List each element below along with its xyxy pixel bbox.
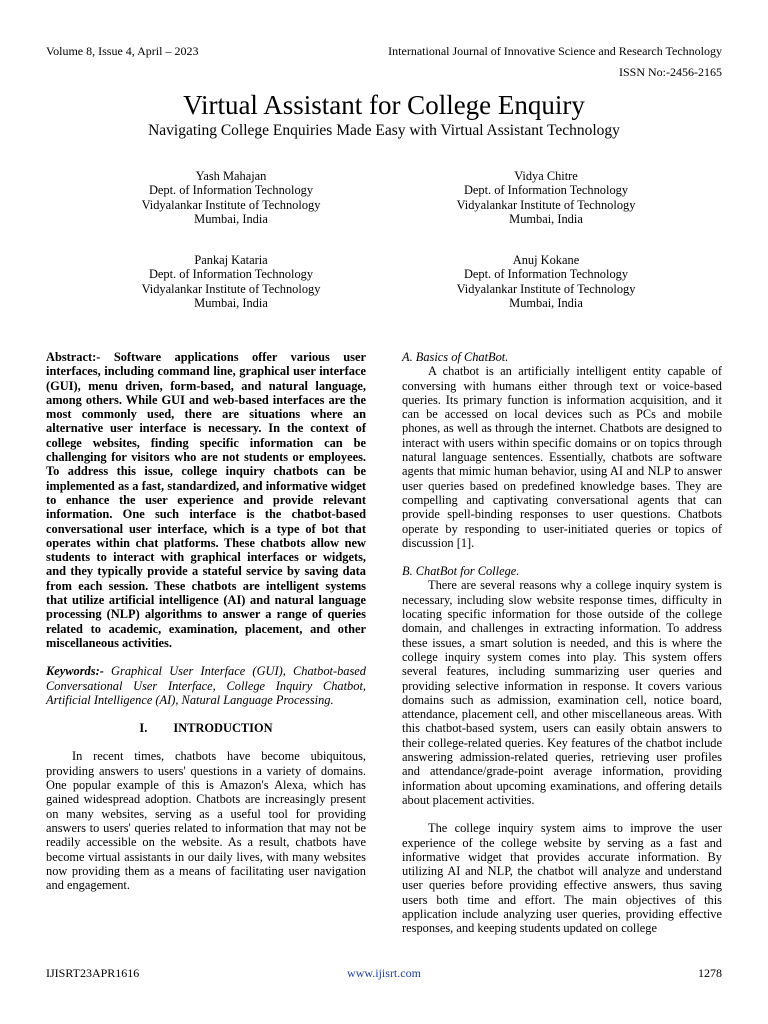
chatbot-basics-paragraph: A chatbot is an artificially intelligent entity capable of conversing with humans either through text or voice-based queries. Its primary function is information acquisition, and it can be accessed on local devices such as PCs and mobile phones, as well as through the internet. Chatbots are designed to interact with users within specific domains or on topics through natural language sentences. Essentially, chatbots are software agents that mimic human behavior, using AI and NLP to answer user queries based on predefined knowledge bases. They are compelling and captivating conversational agents that can provide spell-binding responses to user questions. Chatbots operate by responding to user-initiated queries or topics of discussion [1]. xyxy=(402,364,722,550)
paper-subtitle: Navigating College Enquiries Made Easy with Virtual Assistant Technology xyxy=(148,122,620,139)
author-institute: Vidyalankar Institute of Technology xyxy=(456,281,636,296)
author-location: Mumbai, India xyxy=(509,295,583,310)
college-chatbot-paragraph: There are several reasons why a college inquiry system is necessary, including slow website response times, difficulty in locating specific information for those outside of the college domain, and challenges in extracting information. To address these issues, a smart solution is needed, and this is where the college inquiry system comes into play. This system offers several features, including summarizing user queries and providing selective information in response. It covers various domains such as admission, examination cell, notice board, attendance, placement cell, and other miscellaneous areas. With this chatbot-based system, users can easily obtain answers to their college-related queries. Key features of the chatbot include answering admission-related queries, retrieving user profiles and attendance/grade-point average information, providing information about upcoming examinations, and offering details about placement activities. xyxy=(402,578,722,807)
objectives-paragraph: The college inquiry system aims to improve the user experience of the college website by serving as a fast and informative widget that provides accurate information. By utilizing AI and NLP, the chatbot will analyze and understand user queries before providing effective answers, thus saving users both time and effort. The main objectives of this application include analyzing user queries, providing effective responses, and keeping students updated on college xyxy=(402,821,722,936)
author-block xyxy=(101,253,361,310)
subsection-heading: A. Basics of ChatBot. xyxy=(402,350,509,364)
author-block xyxy=(416,169,676,226)
keywords xyxy=(46,664,366,707)
author-name: Pankaj Kataria xyxy=(194,253,268,267)
right-column xyxy=(402,350,722,936)
author-name: Anuj Kokane xyxy=(512,253,580,267)
author-name: Vidya Chitre xyxy=(514,169,578,183)
keywords-text: Graphical User Interface (GUI), Chatbot-based Conversational User Interface, College Inquiry Chatbot, Artificial Intelligence (AI), Natural Language Processing. xyxy=(46,664,366,707)
author-location: Mumbai, India xyxy=(194,211,268,226)
author-dept: Dept. of Information Technology xyxy=(463,267,629,282)
author-location: Mumbai, India xyxy=(509,211,583,226)
author-dept: Dept. of Information Technology xyxy=(148,267,314,282)
author-dept: Dept. of Information Technology xyxy=(463,183,629,198)
author-institute: Vidyalankar Institute of Technology xyxy=(456,197,636,212)
volume-issue: Volume 8, Issue 4, April – 2023 xyxy=(46,44,199,58)
section-heading xyxy=(46,721,366,735)
author-block xyxy=(101,169,361,226)
section-number: I. xyxy=(139,721,148,736)
author-name: Yash Mahajan xyxy=(195,169,267,183)
paper-code: IJISRT23APR1616 xyxy=(46,966,140,980)
journal-website-link[interactable]: www.ijisrt.com xyxy=(347,966,421,980)
section-title: INTRODUCTION xyxy=(173,721,273,736)
abstract-text: Software applications offer various user interfaces, including command line, graphical user interface (GUI), menu driven, form-based, and natural language, among others. While GUI and web-based interfaces are the most commonly used, there are situations where an alternative user interface is necessary. In the context of college websites, finding specific information can be challenging for visitors who are not students or employees. To address this issue, college inquiry chatbots can be implemented as a fast, standardized, and informative widget to enhance the user experience and provide relevant information. One such interface is the chatbot-based conversational user interface, which is a type of bot that operates within chat platforms. These chatbots allow new students to interact with graphical interfaces or widgets, and they typically provide a stateful service by saving data from each session. These chatbots are intelligent systems that utilize artificial intelligence (AI) and natural language processing (NLP) algorithms to answer a range of queries related to academic, examination, placement, and other miscellaneous activities. xyxy=(46,350,366,650)
journal-name: International Journal of Innovative Science and Research Technology xyxy=(388,44,722,58)
author-institute: Vidyalankar Institute of Technology xyxy=(141,281,321,296)
issn: ISSN No:-2456-2165 xyxy=(618,65,722,79)
author-institute: Vidyalankar Institute of Technology xyxy=(141,197,321,212)
author-block xyxy=(416,253,676,310)
subsection-heading: B. ChatBot for College. xyxy=(402,564,520,579)
page-number: 1278 xyxy=(698,966,722,980)
author-location: Mumbai, India xyxy=(194,295,268,310)
left-column xyxy=(46,350,366,892)
author-dept: Dept. of Information Technology xyxy=(148,183,314,198)
abstract xyxy=(46,350,366,650)
keywords-label: Keywords:- xyxy=(46,664,104,679)
paper-title: Virtual Assistant for College Enquiry xyxy=(183,90,585,120)
intro-paragraph: In recent times, chatbots have become ubiquitous, providing answers to users' questions in a variety of domains. One popular example of this is Amazon's Alexa, which has gained widespread adoption. Chatbots are increasingly present on many websites, serving as a useful tool for providing answers to users' queries related to information that may not be readily accessible on the website. As a result, chatbots have become virtual assistants in our daily lives, with many websites now providing them as a means of facilitating user navigation and engagement. xyxy=(46,749,366,893)
abstract-label: Abstract:- xyxy=(46,350,101,364)
